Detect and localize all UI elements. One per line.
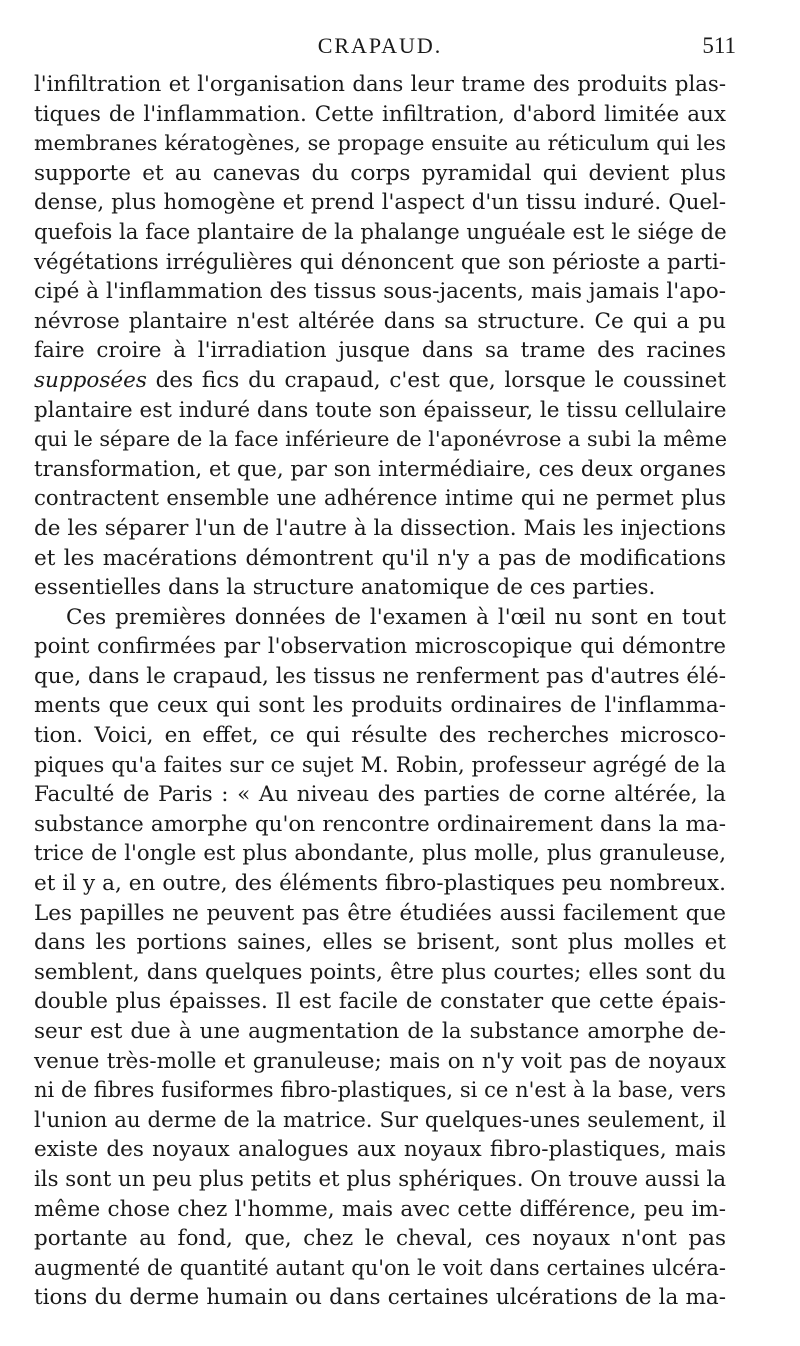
- line-text: transformation, et que, par son intermédiaire, ces deux organes: [34, 456, 726, 482]
- line-text: ils sont un peu plus petits et plus sphériques. On trouve aussi la: [34, 1166, 726, 1192]
- line-text: dense, plus homogène et prend l'aspect d'un tissu induré. Quel-: [34, 190, 726, 216]
- line-text: portante au fond, que, chez le cheval, ces noyaux n'ont pas: [34, 1226, 726, 1252]
- text-line: [34, 70, 726, 100]
- line-text: augmenté de quantité autant qu'on le voit dans certaines ulcéra-: [34, 1255, 726, 1280]
- text-line: [34, 899, 726, 929]
- line-text: tiques de l'inflammation. Cette infiltration, d'abord limitée aux: [34, 101, 726, 127]
- running-title: CRAPAUD.: [317, 33, 443, 58]
- line-text: piques qu'a faites sur ce sujet M. Robin, professeur agrégé de la: [34, 752, 726, 777]
- text-line: [34, 1224, 726, 1254]
- italic-word: supposées: [34, 367, 147, 393]
- text-line: [34, 691, 726, 721]
- line-text: et les macérations démontrent qu'il n'y a pas de modifications: [34, 545, 726, 571]
- text-line: [34, 1195, 726, 1225]
- line-text: l'union au derme de la matrice. Sur quelques-unes seulement, il: [34, 1107, 726, 1133]
- text-line: [34, 1254, 726, 1284]
- line-text: point confirmées par l'observation microscopique qui démontre: [34, 634, 726, 660]
- line-text: quefois la face plantaire de la phalange unguéale est le siége de: [34, 219, 727, 245]
- text-line: [34, 869, 726, 899]
- text-line: [34, 396, 726, 426]
- text-line: [34, 129, 726, 159]
- line-text: faire croire à l'irradiation jusque dans sa trame des racines: [34, 338, 726, 364]
- text-line: [34, 662, 726, 692]
- line-text: tion. Voici, en effet, ce qui résulte des recherches microsco-: [34, 723, 726, 749]
- text-line: [34, 1047, 726, 1077]
- text-line: [34, 159, 726, 189]
- text-line: [34, 632, 726, 662]
- line-text: végétations irrégulières qui dénoncent que son périoste a parti-: [34, 249, 726, 275]
- line-text: cipé à l'inflammation des tissus sous-jacents, mais jamais l'apo-: [34, 279, 726, 305]
- text-line: [34, 928, 726, 958]
- text-line: [34, 721, 726, 751]
- text-line: [34, 1017, 726, 1047]
- line-text: substance amorphe qu'on rencontre ordinairement dans la ma-: [34, 811, 726, 837]
- body-text: [34, 70, 726, 1313]
- text-line: [34, 987, 726, 1017]
- text-line: [34, 277, 726, 307]
- line-text: ments que ceux qui sont les produits ordinaires de l'inflamma-: [34, 693, 726, 719]
- text-line: [34, 218, 726, 248]
- text-line: [34, 603, 726, 633]
- line-text: même chose chez l'homme, mais avec cette différence, peu im-: [34, 1196, 726, 1222]
- text-line: [34, 248, 726, 278]
- text-line: [34, 455, 726, 485]
- line-text: l'infiltration et l'organisation dans leur trame des produits plas-: [34, 72, 726, 97]
- line-text: ni de fibres fusiformes fibro-plastiques, si ce n'est à la base, vers: [34, 1078, 726, 1103]
- line-text: névrose plantaire n'est altérée dans sa structure. Ce qui a pu: [34, 308, 726, 334]
- line-text: membranes kératogènes, se propage ensuite au réticulum qui les: [34, 131, 726, 156]
- line-text: contractent ensemble une adhérence intime qui ne permet plus: [34, 486, 726, 512]
- text-line: [34, 751, 726, 781]
- line-text: trice de l'ongle est plus abondante, plus molle, plus granuleuse,: [34, 841, 726, 867]
- running-head: [0, 30, 800, 62]
- text-line: [34, 1106, 726, 1136]
- text-line: [34, 1076, 726, 1106]
- line-text: Faculté de Paris : « Au niveau des parties de corne altérée, la: [34, 782, 726, 808]
- line-text: que, dans le crapaud, les tissus ne renferment pas d'autres élé-: [34, 663, 727, 689]
- line-text: Les papilles ne peuvent pas être étudiées aussi facilement que: [34, 900, 726, 926]
- text-line: [34, 1165, 726, 1195]
- text-line: [34, 544, 726, 574]
- text-line: [34, 810, 726, 840]
- text-line: [34, 366, 726, 396]
- text-line: [34, 425, 726, 455]
- text-line: [34, 1283, 726, 1313]
- line-text: qui le sépare de la face inférieure de l'aponévrose a subi la même: [34, 427, 727, 452]
- text-line: [34, 958, 726, 988]
- line-text: dans les portions saines, elles se brisent, sont plus molles et: [34, 930, 726, 956]
- text-line: [34, 514, 726, 544]
- text-line: [34, 188, 726, 218]
- line-text: tions du derme humain ou dans certaines ulcérations de la ma-: [34, 1285, 726, 1311]
- line-text: plantaire est induré dans toute son épaisseur, le tissu cellulaire: [34, 397, 727, 423]
- line-text: des fics du crapaud, c'est que, lorsque le coussinet: [146, 367, 726, 393]
- text-line: [34, 1135, 726, 1165]
- line-text: essentielles dans la structure anatomique de ces parties.: [34, 575, 656, 601]
- line-text: Ces premières données de l'examen à l'œil nu sont en tout: [66, 604, 726, 630]
- line-text: existe des noyaux analogues aux noyaux fibro-plastiques, mais: [34, 1137, 726, 1163]
- text-line: [34, 780, 726, 810]
- text-line: [34, 573, 726, 603]
- line-text: et il y a, en outre, des éléments fibro-plastiques peu nombreux.: [34, 871, 726, 897]
- text-line: [34, 839, 726, 869]
- page-number: 511: [702, 33, 736, 58]
- line-text: seur est due à une augmentation de la substance amorphe de-: [34, 1019, 726, 1044]
- line-text: supporte et au canevas du corps pyramidal qui devient plus: [34, 160, 726, 186]
- text-line: [34, 336, 726, 366]
- text-line: [34, 100, 726, 130]
- line-text: semblent, dans quelques points, être plus courtes; elles sont du: [34, 959, 726, 985]
- text-line: [34, 307, 726, 337]
- line-text: venue très-molle et granuleuse; mais on n'y voit pas de noyaux: [34, 1048, 726, 1074]
- line-text: double plus épaisses. Il est facile de constater que cette épais-: [34, 989, 726, 1015]
- text-line: [34, 484, 726, 514]
- line-text: de les séparer l'un de l'autre à la dissection. Mais les injections: [34, 515, 726, 541]
